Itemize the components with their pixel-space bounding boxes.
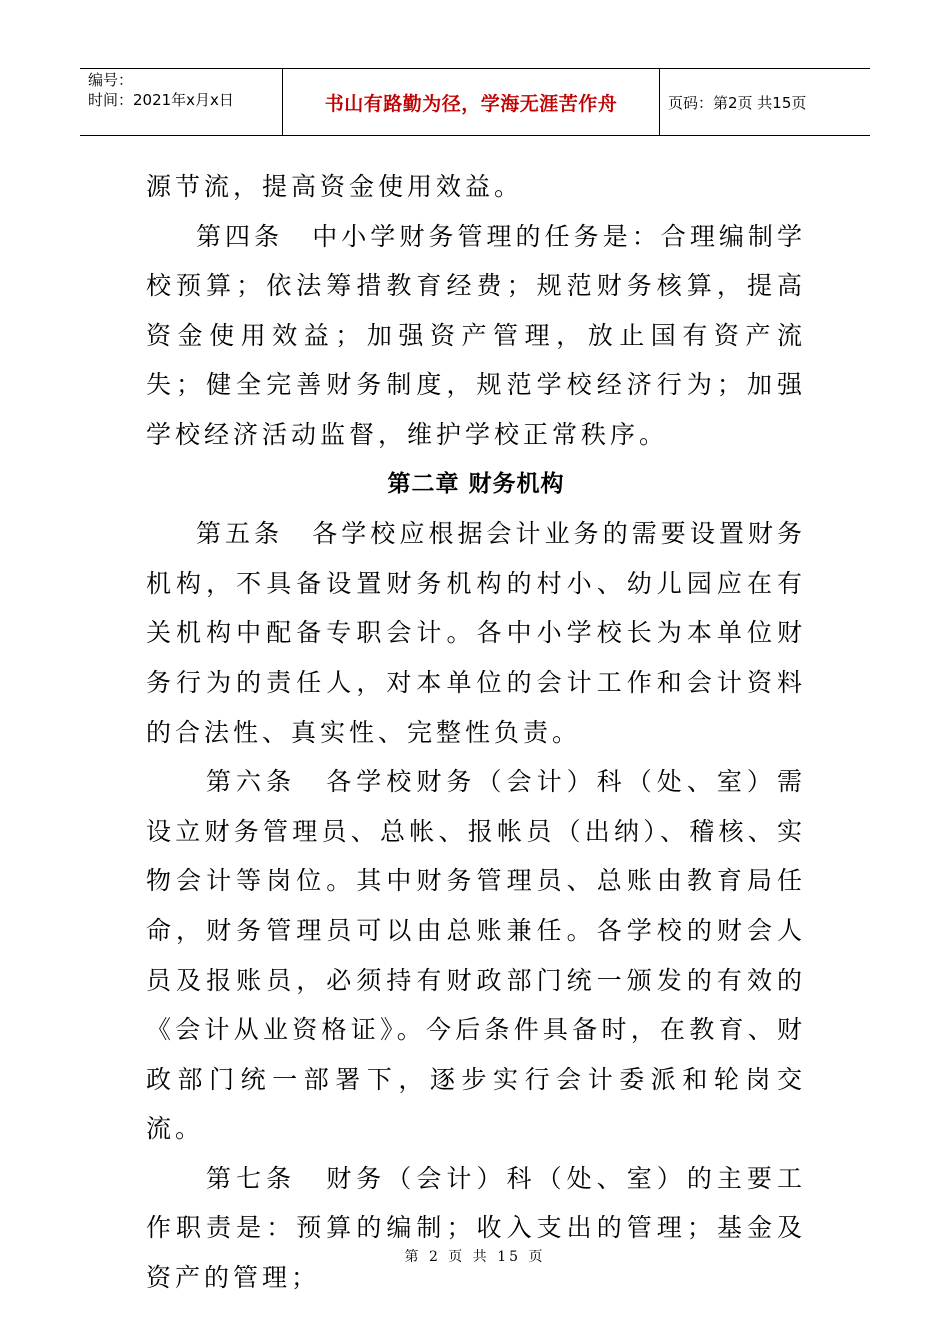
article-6: 第六条 各学校财务（会计）科（处、室）需设立财务管理员、总帐、报帐员（出纳）、稽核、实物会计等岗位。其中财务管理员、总账由教育局任命，财务管理员可以由总账兼任。各学校的财会人员及报账员，必须持有财政部门统一颁发的有效的《会计从业资格证》。今后条件具备时，在教育、财政部门统一部署下，逐步实行会计委派和轮岗交流。	[146, 767, 806, 1144]
header-meta	[80, 69, 282, 135]
document-body	[146, 162, 806, 1303]
chapter-heading: 第二章 财务机构	[387, 470, 565, 497]
page-header	[80, 68, 870, 136]
header-divider-right	[659, 69, 660, 135]
time-label: 时间：2021年x月x日	[88, 91, 234, 109]
number-label: 编号：	[88, 71, 134, 89]
article-5: 第五条 各学校应根据会计业务的需要设置财务机构，不具备设置财务机构的村小、幼儿园应在有关机构中配备专职会计。各中小学校长为本单位财务行为的责任人，对本单位的会计工作和会计资料的合法性、真实性、完整性负责。	[146, 519, 806, 747]
page-footer: 第 2 页 共 15 页	[404, 1249, 546, 1265]
article-4: 第四条 中小学财务管理的任务是：合理编制学校预算；依法筹措教育经费；规范财务核算，提高资金使用效益；加强资产管理，放止国有资产流失；健全完善财务制度，规范学校经济行为；加强学校经济活动监督，维护学校正常秩序。	[146, 221, 806, 449]
header-motto: 书山有路勤为径，学海无涯苦作舟	[324, 92, 618, 115]
article-7: 第七条 财务（会计）科（处、室）的主要工作职责是：预算的编制；收入支出的管理；基金及资产的管理；	[146, 1163, 806, 1293]
paragraph-continuation: 源节流，提高资金使用效益。	[146, 172, 524, 201]
header-page-info: 页码：第2页 共15页	[668, 93, 807, 112]
